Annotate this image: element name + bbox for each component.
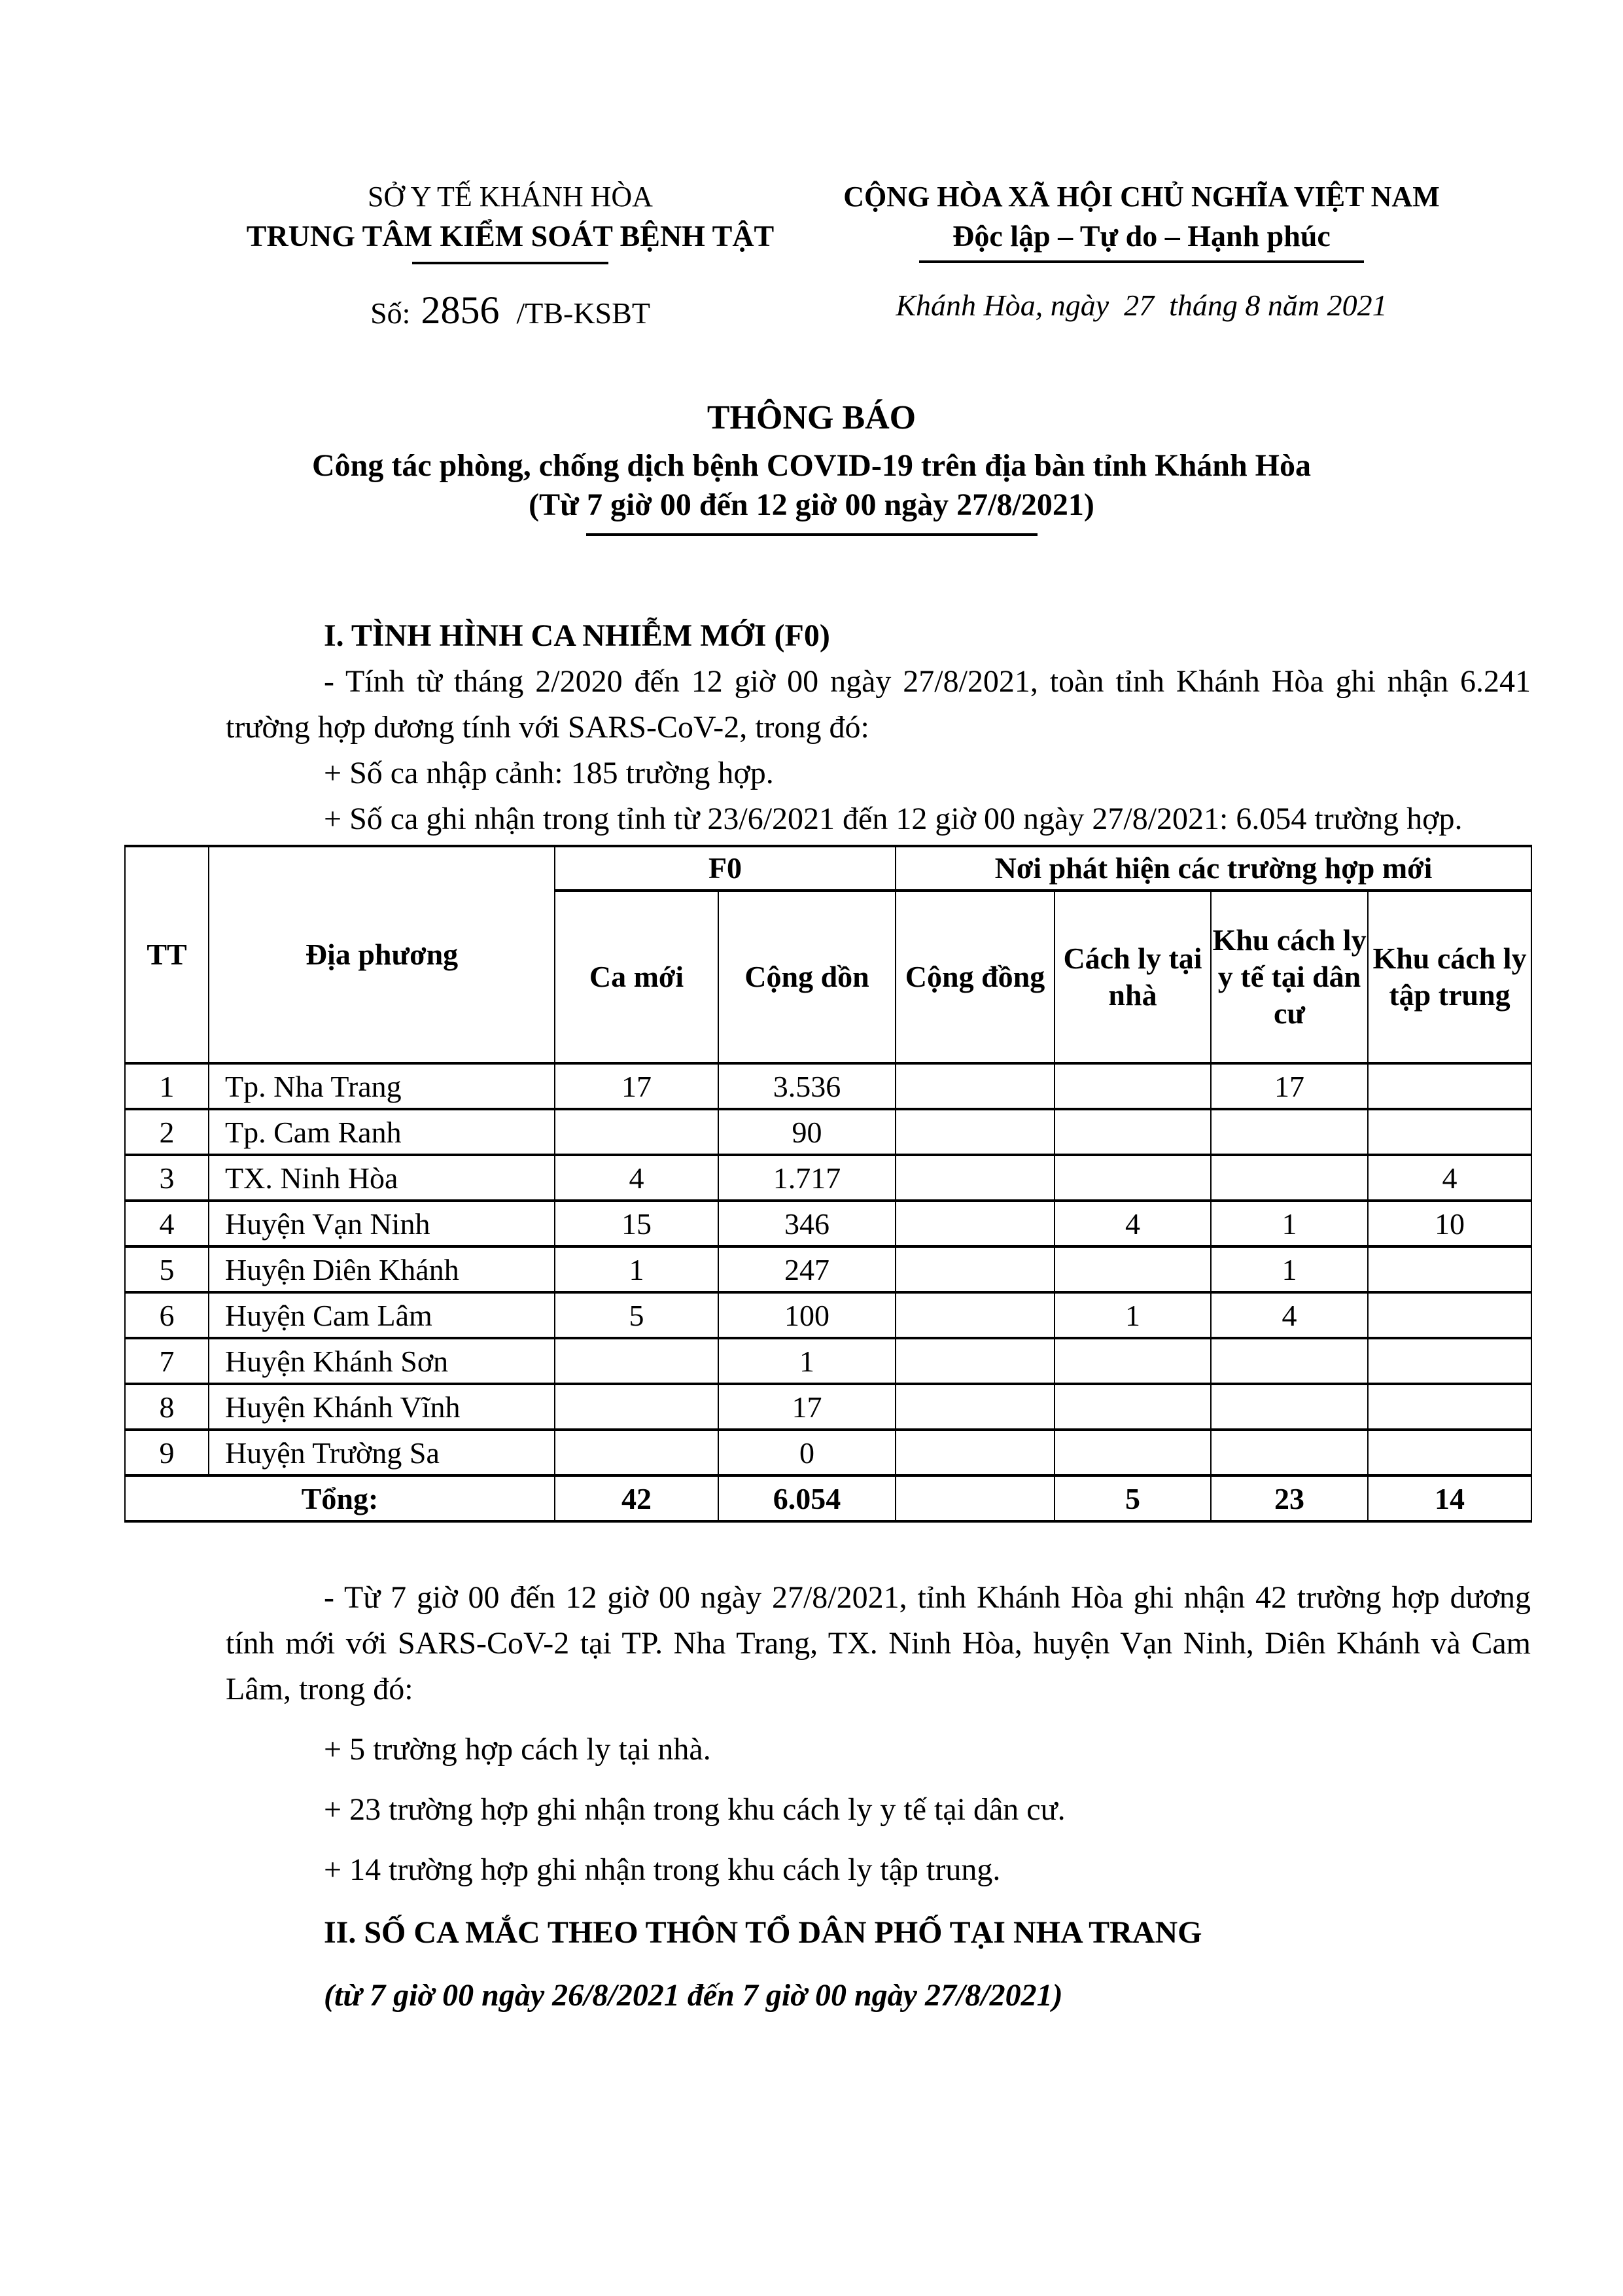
table-cell (1211, 1109, 1368, 1155)
national-motto: Độc lập – Tự do – Hạnh phúc (952, 219, 1331, 253)
section1-bullet-imported-cases: + Số ca nhập cảnh: 185 trường hợp. (324, 756, 774, 790)
table-cell (896, 1063, 1055, 1109)
cases-by-locality-table (124, 845, 1532, 1523)
table-cell: 1 (125, 1063, 209, 1109)
place-date-line: Khánh Hòa, ngày 27 tháng 8 năm 2021 (896, 289, 1387, 322)
section2-heading: II. SỐ CA MẮC THEO THÔN TỔ DÂN PHỐ TẠI NHA TRANG (324, 1915, 1202, 1950)
table-row (125, 1109, 1531, 1155)
motto-divider (919, 260, 1364, 263)
table-cell: 17 (1211, 1063, 1368, 1109)
document-number-line (209, 288, 811, 333)
section1-bullet-local-cases: + Số ca ghi nhận trong tỉnh từ 23/6/2021 đến 12 giờ 00 ngày 27/8/2021: 6.054 trường hợp. (324, 802, 1463, 836)
col-header-khu-cach-ly-tap-trung: Khu cách ly tập trung (1368, 891, 1531, 1063)
table-cell: 4 (1368, 1155, 1531, 1201)
table-cell: 15 (555, 1201, 718, 1246)
table-cell: 1 (718, 1338, 896, 1384)
table-cell: 247 (718, 1246, 896, 1292)
document-number-value: 2856 (421, 289, 500, 332)
table-cell: 6 (125, 1292, 209, 1338)
col-header-cach-ly-tai-nha: Cách ly tại nhà (1055, 891, 1211, 1063)
table-cell (555, 1109, 718, 1155)
table-row (125, 1246, 1531, 1292)
col-header-cong-don: Cộng dồn (718, 891, 896, 1063)
table-row (125, 1292, 1531, 1338)
table-cell: 1.717 (718, 1155, 896, 1201)
total-cong-don: 6.054 (718, 1475, 896, 1521)
section1-paragraph: - Tính từ tháng 2/2020 đến 12 giờ 00 ngày 27/8/2021, toàn tỉnh Khánh Hòa ghi nhận 6.241 trường hợp dương tính với SARS-CoV-2, trong đó: (226, 664, 1531, 745)
table-cell: 1 (1055, 1292, 1211, 1338)
table-cell (555, 1338, 718, 1384)
table-cell: Tp. Nha Trang (209, 1063, 555, 1109)
table-row (125, 1201, 1531, 1246)
table-cell: 3 (125, 1155, 209, 1201)
table-cell: 1 (555, 1246, 718, 1292)
national-motto-block (814, 178, 1469, 333)
table-cell: 0 (718, 1430, 896, 1475)
title-divider (586, 533, 1038, 536)
table-cell (1055, 1109, 1211, 1155)
table-row (125, 1338, 1531, 1384)
issuing-agency-block (209, 178, 811, 333)
table-cell: 4 (1055, 1201, 1211, 1246)
summary-bullet-home-quarantine: + 5 trường hợp cách ly tại nhà. (324, 1732, 711, 1767)
table-row (125, 1155, 1531, 1201)
table-cell (1211, 1430, 1368, 1475)
table-cell (896, 1292, 1055, 1338)
table-cell (1211, 1155, 1368, 1201)
document-type-title: THÔNG BÁO (707, 399, 916, 436)
agency-divider (412, 262, 608, 264)
total-cong-dong (896, 1475, 1055, 1521)
table-cell: 5 (125, 1246, 209, 1292)
table-cell: 17 (555, 1063, 718, 1109)
document-number-suffix: /TB-KSBT (516, 296, 650, 330)
col-header-tt: TT (125, 846, 209, 1063)
total-khu-cach-ly-y-te: 23 (1211, 1475, 1368, 1521)
table-cell: TX. Ninh Hòa (209, 1155, 555, 1201)
country-name: CỘNG HÒA XÃ HỘI CHỦ NGHĨA VIỆT NAM (843, 181, 1440, 213)
table-cell: 1 (1211, 1201, 1368, 1246)
table-cell (1368, 1338, 1531, 1384)
table-cell: 1 (1211, 1246, 1368, 1292)
table-cell (1368, 1063, 1531, 1109)
section1-heading: I. TÌNH HÌNH CA NHIỄM MỚI (F0) (324, 618, 830, 653)
table-cell: Huyện Khánh Vĩnh (209, 1384, 555, 1430)
table-cell: Tp. Cam Ranh (209, 1109, 555, 1155)
table-cell (896, 1384, 1055, 1430)
document-subject-title: Công tác phòng, chống dịch bệnh COVID-19 trên địa bàn tỉnh Khánh Hòa (311, 448, 1312, 483)
table-cell: Huyện Diên Khánh (209, 1246, 555, 1292)
table-cell: 4 (1211, 1292, 1368, 1338)
agency-parent-name: SỞ Y TẾ KHÁNH HÒA (368, 181, 653, 213)
table-cell (1368, 1292, 1531, 1338)
col-group-f0: F0 (555, 846, 896, 891)
table-cell: 346 (718, 1201, 896, 1246)
table-cell (555, 1384, 718, 1430)
table-cell (896, 1155, 1055, 1201)
col-header-ca-moi: Ca mới (555, 891, 718, 1063)
table-cell: 90 (718, 1109, 896, 1155)
table-cell (555, 1430, 718, 1475)
document-period-title: (Từ 7 giờ 00 đến 12 giờ 00 ngày 27/8/2021) (529, 487, 1094, 522)
section2-subheading: (từ 7 giờ 00 ngày 26/8/2021 đến 7 giờ 00 ngày 27/8/2021) (324, 1978, 1063, 2013)
total-khu-cach-ly-tap-trung: 14 (1368, 1475, 1531, 1521)
table-cell (1368, 1109, 1531, 1155)
summary-paragraph: - Từ 7 giờ 00 đến 12 giờ 00 ngày 27/8/2021, tỉnh Khánh Hòa ghi nhận 42 trường hợp dương tính mới với SARS-CoV-2 tại TP. Nha Trang, TX. Ninh Hòa, huyện Vạn Ninh, Diên Khánh và Cam Lâm, trong đó: (226, 1580, 1531, 1706)
table-cell: 8 (125, 1384, 209, 1430)
table-row (125, 1063, 1531, 1109)
table-cell: 4 (555, 1155, 718, 1201)
title-block (0, 398, 1623, 536)
document-header (0, 0, 1623, 333)
document-body (0, 613, 1623, 2019)
document-number-label: Số: (370, 296, 411, 330)
table-cell (1055, 1063, 1211, 1109)
agency-name: TRUNG TÂM KIỂM SOÁT BỆNH TẬT (246, 219, 775, 253)
table-cell: Huyện Vạn Ninh (209, 1201, 555, 1246)
table-cell: Huyện Trường Sa (209, 1430, 555, 1475)
table-cell (896, 1201, 1055, 1246)
col-header-dia-phuong: Địa phương (209, 846, 555, 1063)
table-row (125, 1384, 1531, 1430)
table-cell: 10 (1368, 1201, 1531, 1246)
table-cell: 5 (555, 1292, 718, 1338)
table-cell (1368, 1384, 1531, 1430)
summary-bullet-centralized-quarantine: + 14 trường hợp ghi nhận trong khu cách ly tập trung. (324, 1852, 1001, 1887)
table-row (125, 1430, 1531, 1475)
table-cell (1211, 1384, 1368, 1430)
table-cell: 7 (125, 1338, 209, 1384)
total-label: Tổng: (125, 1475, 555, 1521)
table-header-row (125, 846, 1531, 891)
table-body (125, 1063, 1531, 1475)
col-header-khu-cach-ly-y-te: Khu cách ly y tế tại dân cư (1211, 891, 1368, 1063)
table-cell: 17 (718, 1384, 896, 1430)
total-cach-ly-tai-nha: 5 (1055, 1475, 1211, 1521)
table-cell (896, 1338, 1055, 1384)
table-cell (1055, 1430, 1211, 1475)
summary-bullet-medical-quarantine-area: + 23 trường hợp ghi nhận trong khu cách ly y tế tại dân cư. (324, 1792, 1066, 1827)
table-cell (896, 1109, 1055, 1155)
table-cell (1055, 1246, 1211, 1292)
table-cell: 9 (125, 1430, 209, 1475)
table-cell: 4 (125, 1201, 209, 1246)
table-cell: Huyện Khánh Sơn (209, 1338, 555, 1384)
table-cell (896, 1430, 1055, 1475)
table-cell: 100 (718, 1292, 896, 1338)
table-cell (1211, 1338, 1368, 1384)
table-cell: 3.536 (718, 1063, 896, 1109)
table-cell (1368, 1246, 1531, 1292)
col-header-cong-dong: Cộng đồng (896, 891, 1055, 1063)
table-cell (896, 1246, 1055, 1292)
table-cell (1055, 1384, 1211, 1430)
table-cell: 2 (125, 1109, 209, 1155)
table-cell (1368, 1430, 1531, 1475)
table-cell (1055, 1155, 1211, 1201)
col-group-detection-place: Nơi phát hiện các trường hợp mới (896, 846, 1531, 891)
table-cell: Huyện Cam Lâm (209, 1292, 555, 1338)
table-total-row (125, 1475, 1531, 1521)
table-cell (1055, 1338, 1211, 1384)
total-ca-moi: 42 (555, 1475, 718, 1521)
